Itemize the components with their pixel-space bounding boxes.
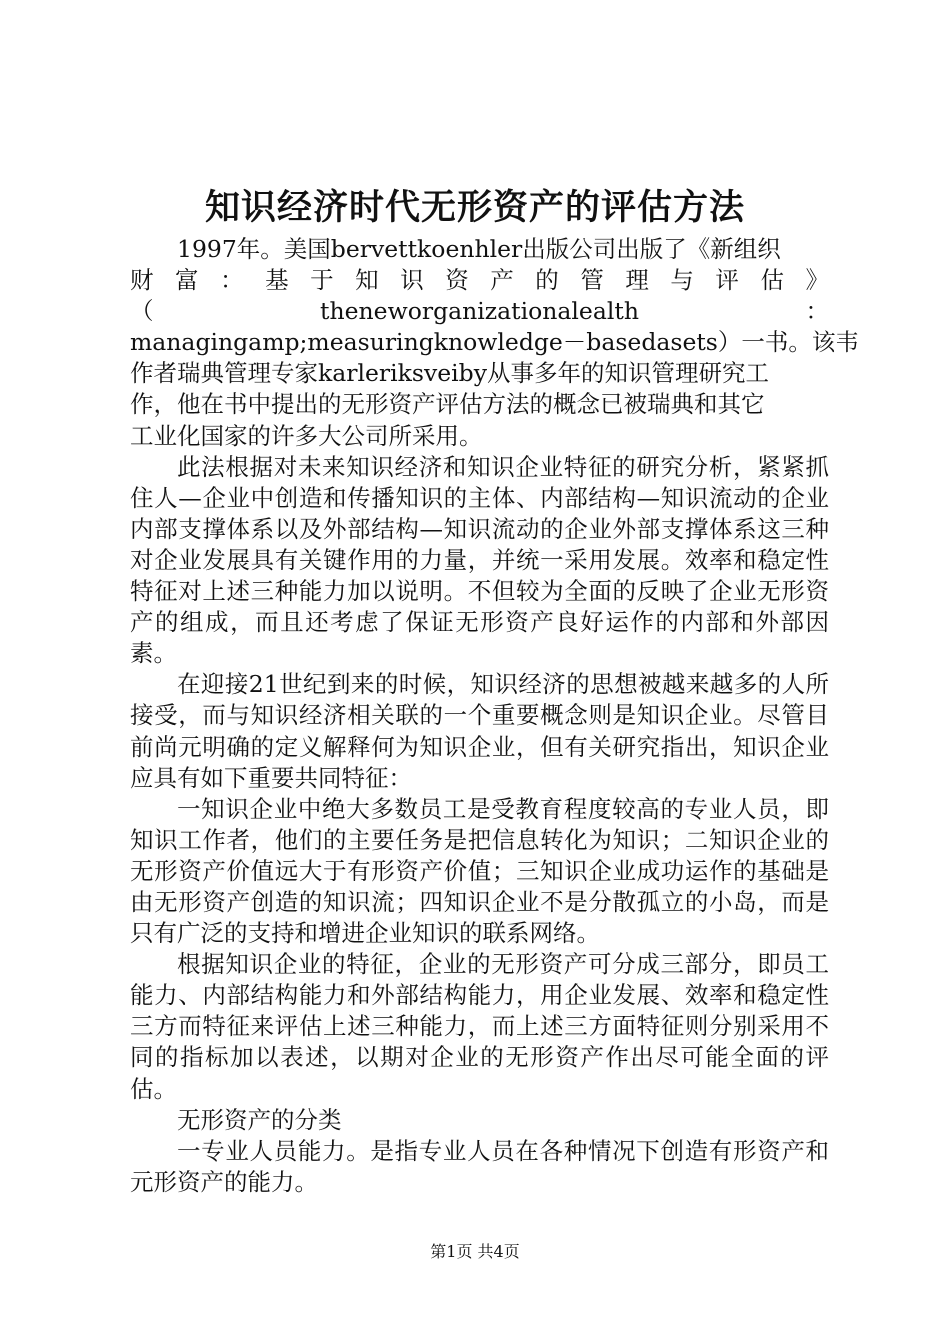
paragraph-1 [130,234,859,452]
document-title: 知识经济时代无形资产的评估方法 [204,187,745,228]
char: 与 [670,266,694,295]
char: 的 [535,266,559,295]
char: ： [805,297,829,326]
char: 产 [490,266,514,295]
char: 管 [580,266,604,295]
char: 识 [400,266,424,295]
char: 知 [355,266,379,295]
paragraph-1-line-1: 1997年。美国bervettkoenhler出版公司出版了《新组织 [177,235,781,263]
english-title-text: theneworganizationalealth [320,297,639,326]
char: 于 [310,266,334,295]
paragraph-1-line-2 [130,265,829,296]
char: 》 [805,266,829,295]
paragraph-2: 此法根据对未来知识经济和知识企业特征的研究分析，紧紧抓住人—企业中创造和传播知识的主体、内部结构—知识流动的企业内部支撑体系以及外部结构—知识流动的企业外部支撑体系这三种对企业发展具有关键作用的力量，并统一采用发展。效率和稳定性特征对上述三种能力加以说明。不但较为全面的反映了企业无形资产的组成，而且还考虑了保证无形资产良好运作的内部和外部因素。 [130,452,829,668]
char: 基 [265,266,289,295]
char: （ [130,297,154,326]
paragraph-1-line-5: 作者瑞典管理专家karleriksveiby从事多年的知识管理研究工 [130,359,769,388]
char: 财 [130,266,154,295]
paragraph-3: 在迎接21世纪到来的时候，知识经济的思想被越来越多的人所接受，而与知识经济相关联的一个重要概念则是知识企业。尽管目前尚元明确的定义解释何为知识企业，但有关研究指出，知识企业应具有如下重要共同特征： [130,670,829,792]
section-heading: 无形资产的分类 [177,1105,342,1134]
paragraph-1-line-3 [130,296,829,327]
char: 评 [715,266,739,295]
paragraph-7: 一专业人员能力。是指专业人员在各种情况下创造有形资产和元形资产的能力。 [130,1136,829,1196]
paragraph-1-line-4: managingamp;measuringknowledge－basedasets）一书。该韦 [130,328,859,357]
document-body [130,234,859,1198]
char: ： [220,266,244,295]
char: 富 [175,266,199,295]
paragraph-1-line-6: 作，他在书中提出的无形资产评估方法的概念已被瑞典和其它 [130,390,765,419]
page-footer: 第1页 共4页 [430,1242,520,1261]
paragraph-1-line-7: 工业化国家的许多大公司所采用。 [130,421,483,450]
char: 理 [625,266,649,295]
paragraph-4: 一知识企业中绝大多数员工是受教育程度较高的专业人员，即知识工作者，他们的主要任务是把信息转化为知识；二知识企业的无形资产价值远大于有形资产价值；三知识企业成功运作的基础是由无形资产创造的知识流；四知识企业不是分散孤立的小岛，而是只有广泛的支持和增进企业知识的联系网络。 [130,794,829,948]
paragraph-5: 根据知识企业的特征，企业的无形资产可分成三部分，即员工能力、内部结构能力和外部结构能力，用企业发展、效率和稳定性三方而特征来评估上述三种能力，而上述三方面特征则分别采用不同的指标加以表述，以期对企业的无形资产作出尽可能全面的评估。 [130,950,829,1103]
char: 估 [760,266,784,295]
char: 资 [445,266,469,295]
